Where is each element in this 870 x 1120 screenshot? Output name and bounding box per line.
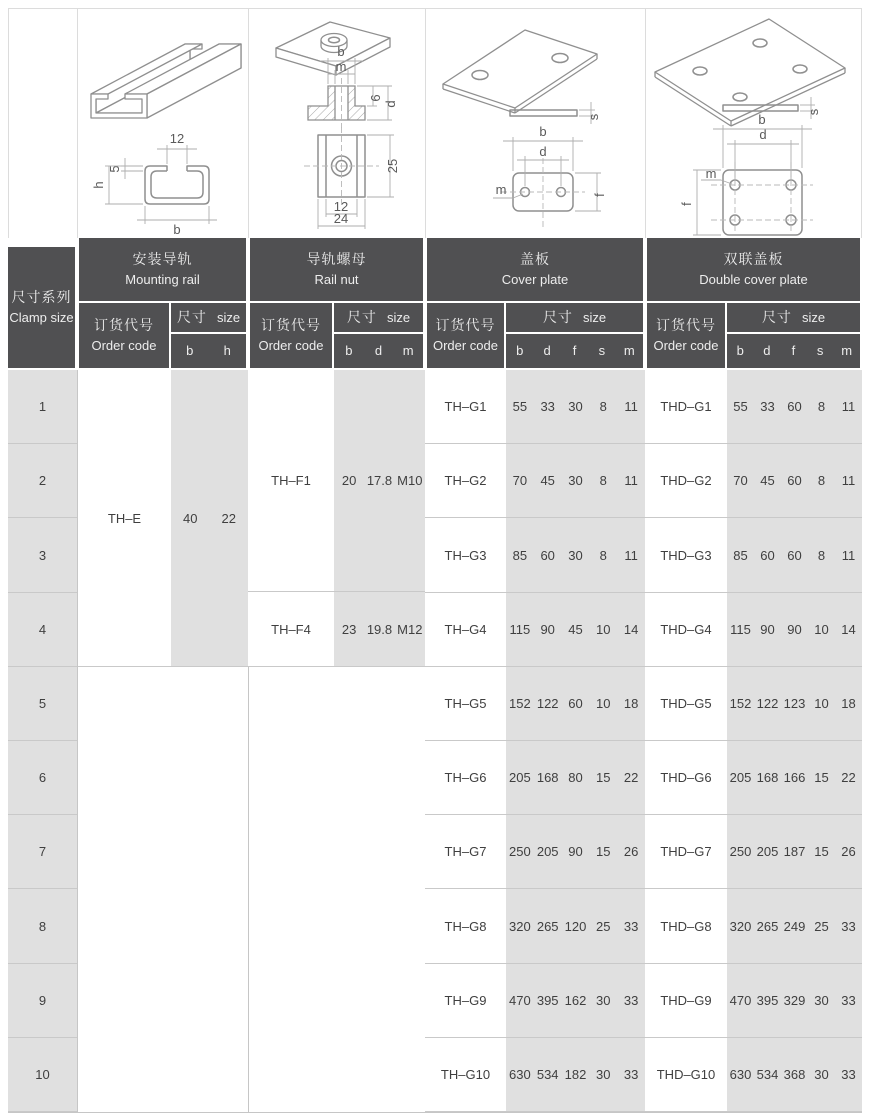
order-code-en: Order code [432, 338, 499, 354]
dcp-f: 60 [787, 473, 802, 489]
size-en: size [801, 309, 826, 325]
rail-nut-code-cell: TH–F4 [248, 592, 334, 667]
mr-b: 40 [183, 510, 198, 526]
dcp-d: 33 [760, 399, 775, 415]
dim-label: s [586, 113, 601, 121]
cp-f: 162 [564, 992, 587, 1008]
dcp-code-cell: THD–G8 [645, 889, 727, 963]
header-size [171, 303, 246, 332]
rn-m: M12 [397, 621, 423, 637]
cp-d: 122 [536, 695, 559, 711]
clamp-size-column [8, 370, 77, 1112]
dcp-code-cell: THD–G4 [645, 593, 727, 667]
col-letter: h [223, 343, 231, 359]
cp-s: 8 [599, 547, 607, 563]
clamp-size-cell: 6 [8, 741, 77, 815]
dcp-code-cell: THD–G5 [645, 667, 727, 741]
header-group-rail-nut [250, 238, 423, 301]
header-clamp-size-en: Clamp size [9, 310, 74, 326]
dim-label: f [592, 193, 607, 197]
cp-s: 25 [596, 918, 611, 934]
clamp-size-cell: 5 [8, 667, 77, 741]
header-size [506, 303, 643, 332]
cp-code-cell: TH–G9 [425, 964, 506, 1038]
dcp-b: 470 [729, 992, 752, 1008]
cp-s: 8 [599, 473, 607, 489]
cp-m: 11 [624, 399, 638, 415]
dcp-f: 249 [783, 918, 806, 934]
dcp-size-row [727, 667, 862, 741]
header-group-double-cover-plate [647, 238, 860, 301]
dcp-d: 168 [756, 770, 779, 786]
dim-label: 12 [169, 131, 185, 146]
cp-m: 33 [623, 1066, 639, 1082]
group-en: Double cover plate [699, 272, 808, 288]
header-size [334, 303, 423, 332]
mr-h: 22 [221, 510, 236, 526]
dcp-b: 85 [733, 547, 748, 563]
bottom-border [8, 1112, 862, 1113]
dcp-b: 152 [729, 695, 752, 711]
dcp-f: 166 [783, 770, 806, 786]
cp-d: 60 [540, 547, 555, 563]
cp-b: 70 [512, 473, 528, 489]
dcp-size-row [727, 518, 862, 592]
cp-size-row [506, 741, 645, 815]
cp-m: 18 [623, 695, 639, 711]
cp-size-row [506, 593, 645, 667]
dcp-d: 534 [756, 1066, 779, 1082]
dcp-s: 8 [817, 547, 826, 563]
header-order-code [647, 303, 725, 368]
dcp-d: 205 [756, 844, 779, 860]
size-en: size [386, 309, 411, 325]
col-letter: s [598, 343, 606, 359]
cp-d: 265 [536, 918, 559, 934]
cp-d: 45 [540, 473, 555, 489]
header-size-letters [334, 334, 423, 368]
mounting-rail-size-cell [171, 370, 248, 667]
dcp-d: 265 [756, 918, 779, 934]
size-zh: 尺寸 [346, 309, 377, 325]
clamp-size-cell: 9 [8, 964, 77, 1038]
clamp-size-cell: 4 [8, 593, 77, 667]
cp-f: 45 [568, 621, 583, 637]
dcp-f: 60 [787, 399, 802, 415]
dcp-code-cell: THD–G10 [645, 1038, 727, 1112]
dim-label: b [758, 112, 766, 127]
dim-label: 24 [333, 211, 349, 226]
dim-label: m [495, 182, 507, 197]
group-zh: 导轨螺母 [306, 251, 367, 268]
dcp-d: 90 [760, 621, 775, 637]
header-order-code [79, 303, 169, 368]
clamp-size-cell: 1 [8, 370, 77, 444]
header-size-letters [727, 334, 860, 368]
col-letter: b [345, 343, 353, 359]
dcp-f: 60 [787, 547, 802, 563]
group-en: Mounting rail [125, 272, 200, 288]
double-cover-size-column [727, 370, 862, 1112]
cp-b: 55 [512, 399, 528, 415]
col-letter: m [623, 343, 635, 359]
order-code-zh: 订货代号 [261, 317, 321, 334]
dcp-size-row [727, 815, 862, 889]
dcp-b: 250 [729, 844, 752, 860]
col-letter: b [186, 343, 194, 359]
col-letter: m [402, 343, 414, 359]
size-en: size [582, 309, 607, 325]
cover-plate-code-column [425, 370, 506, 1112]
dcp-code-cell: THD–G3 [645, 518, 727, 592]
dcp-s: 10 [814, 621, 829, 637]
cp-s: 30 [596, 1066, 611, 1082]
size-zh: 尺寸 [542, 309, 573, 325]
cp-f: 60 [568, 695, 583, 711]
col-letter: b [736, 343, 744, 359]
dcp-code-cell: THD–G9 [645, 964, 727, 1038]
size-en: size [216, 309, 241, 325]
header-size-letters [506, 334, 643, 368]
cp-f: 90 [568, 844, 583, 860]
header-group-cover-plate [427, 238, 643, 301]
cp-size-row [506, 518, 645, 592]
cp-size-row [506, 370, 645, 444]
dcp-size-row [727, 593, 862, 667]
header-clamp-size-zh: 尺寸系列 [11, 289, 72, 306]
header-size-letters [171, 334, 246, 368]
group-en: Rail nut [314, 272, 359, 288]
dcp-code-cell: THD–G2 [645, 444, 727, 518]
dcp-b: 630 [729, 1066, 752, 1082]
dcp-size-row [727, 964, 862, 1038]
cp-s: 15 [596, 770, 611, 786]
dcp-m: 11 [841, 399, 856, 415]
dcp-b: 205 [729, 770, 752, 786]
cp-code-cell: TH–G1 [425, 370, 506, 444]
header-order-code [427, 303, 504, 368]
rail-nut-size-cell [334, 370, 425, 592]
cp-b: 85 [512, 547, 528, 563]
rn-m: M10 [397, 473, 423, 488]
dcp-f: 368 [783, 1066, 806, 1082]
dcp-s: 15 [814, 770, 829, 786]
col-letter: d [763, 343, 771, 359]
cp-f: 30 [568, 547, 583, 563]
cp-size-row [506, 444, 645, 518]
order-code-en: Order code [258, 338, 324, 354]
mounting-rail-diagram [77, 8, 248, 238]
cp-b: 205 [509, 770, 531, 786]
dim-label: s [806, 108, 821, 116]
dcp-s: 10 [814, 695, 829, 711]
order-code-zh: 订货代号 [94, 317, 154, 334]
cp-d: 168 [536, 770, 559, 786]
cp-f: 30 [568, 473, 583, 489]
col-letter: f [572, 343, 577, 359]
dim-label: b [173, 222, 181, 237]
dim-label: 6 [368, 94, 383, 102]
col-letter: d [543, 343, 551, 359]
dcp-s: 15 [814, 844, 829, 860]
dcp-code-cell: THD–G7 [645, 815, 727, 889]
cp-b: 470 [509, 992, 531, 1008]
dcp-m: 11 [841, 547, 856, 563]
cp-size-row [506, 889, 645, 963]
order-code-en: Order code [653, 338, 719, 354]
cp-code-cell: TH–G6 [425, 741, 506, 815]
dcp-m: 22 [841, 770, 856, 786]
cp-d: 205 [536, 844, 559, 860]
size-zh: 尺寸 [761, 309, 792, 325]
clamp-size-cell: 10 [8, 1038, 77, 1112]
cp-size-row [506, 667, 645, 741]
dim-label: d [539, 144, 547, 159]
cp-code-cell: TH–G10 [425, 1038, 506, 1112]
cp-code-cell: TH–G4 [425, 593, 506, 667]
dcp-m: 14 [841, 621, 856, 637]
dcp-code-cell: THD–G6 [645, 741, 727, 815]
cp-d: 90 [540, 621, 555, 637]
cp-b: 320 [509, 918, 531, 934]
cp-d: 395 [536, 992, 559, 1008]
cp-size-row [506, 964, 645, 1038]
cp-m: 11 [624, 547, 638, 563]
dcp-s: 8 [817, 473, 826, 489]
cp-size-row [506, 1038, 645, 1112]
dim-label: b [337, 44, 345, 59]
group-zh: 安装导轨 [132, 251, 193, 268]
size-zh: 尺寸 [176, 309, 207, 325]
cp-code-cell: TH–G7 [425, 815, 506, 889]
col-letter: b [516, 343, 524, 359]
dim-label: d [383, 100, 398, 108]
cp-f: 120 [564, 918, 587, 934]
divider [8, 8, 9, 238]
cp-b: 250 [509, 844, 531, 860]
dcp-s: 25 [814, 918, 829, 934]
dim-label: h [91, 181, 106, 189]
cover-plate-diagram [425, 8, 645, 238]
clamp-size-cell: 2 [8, 444, 77, 518]
cp-m: 22 [623, 770, 639, 786]
group-en: Cover plate [501, 272, 569, 288]
header-size [727, 303, 860, 332]
cp-m: 33 [623, 992, 639, 1008]
order-code-en: Order code [91, 338, 157, 354]
clamp-size-cell: 3 [8, 518, 77, 592]
rn-b: 20 [341, 473, 357, 488]
dim-label: m [335, 59, 347, 74]
dcp-d: 395 [756, 992, 779, 1008]
dcp-size-row [727, 370, 862, 444]
cp-s: 10 [596, 695, 611, 711]
dcp-m: 33 [841, 992, 856, 1008]
dcp-m: 11 [841, 473, 856, 489]
cp-f: 80 [568, 770, 583, 786]
dcp-m: 26 [841, 844, 856, 860]
dcp-f: 123 [783, 695, 806, 711]
dcp-d: 122 [756, 695, 779, 711]
dcp-b: 115 [730, 621, 751, 637]
rail-nut-diagram [248, 8, 425, 238]
dcp-m: 33 [841, 1066, 856, 1082]
dcp-s: 8 [817, 399, 826, 415]
cp-d: 534 [536, 1066, 559, 1082]
cp-d: 33 [540, 399, 555, 415]
cover-plate-size-column [506, 370, 645, 1112]
cp-m: 33 [623, 918, 639, 934]
dcp-b: 320 [729, 918, 752, 934]
col-letter: f [791, 343, 796, 359]
dcp-size-row [727, 889, 862, 963]
dcp-f: 329 [783, 992, 806, 1008]
header-clamp-size [8, 247, 75, 368]
dim-label: f [679, 202, 694, 206]
dcp-d: 60 [760, 547, 775, 563]
cp-s: 10 [596, 621, 611, 637]
dim-label: 25 [385, 158, 400, 174]
group-zh: 盖板 [520, 251, 550, 268]
clamp-size-cell: 8 [8, 889, 77, 963]
dcp-m: 33 [841, 918, 856, 934]
header-order-code [250, 303, 332, 368]
rail-nut-code-cell: TH–F1 [248, 370, 334, 592]
cp-b: 152 [509, 695, 531, 711]
cp-s: 30 [596, 992, 611, 1008]
double-cover-plate-diagram [645, 8, 862, 238]
dcp-size-row [727, 444, 862, 518]
dcp-code-cell: THD–G1 [645, 370, 727, 444]
cp-code-cell: TH–G2 [425, 444, 506, 518]
double-cover-code-column [645, 370, 727, 1112]
dcp-b: 70 [733, 473, 748, 489]
rn-d: 19.8 [366, 621, 393, 637]
dcp-s: 30 [814, 992, 829, 1008]
cp-b: 115 [509, 621, 531, 637]
rn-d: 17.8 [366, 473, 393, 488]
cp-f: 30 [568, 399, 583, 415]
cp-m: 14 [623, 621, 639, 637]
dcp-size-row [727, 1038, 862, 1112]
cp-s: 8 [599, 399, 607, 415]
clamp-size-cell: 7 [8, 815, 77, 889]
cp-code-cell: TH–G3 [425, 518, 506, 592]
dim-label: 5 [107, 165, 122, 173]
dim-label: 12 [333, 199, 349, 214]
dim-label: m [705, 166, 717, 181]
order-code-zh: 订货代号 [656, 317, 716, 334]
cp-b: 630 [509, 1066, 531, 1082]
group-zh: 双联盖板 [723, 251, 784, 268]
dim-label: d [759, 127, 767, 142]
cp-m: 11 [624, 473, 638, 489]
cp-f: 182 [564, 1066, 587, 1082]
cp-s: 15 [596, 844, 611, 860]
dcp-f: 90 [787, 621, 802, 637]
col-letter: m [841, 343, 853, 359]
col-letter: s [816, 343, 824, 359]
dcp-s: 30 [814, 1066, 829, 1082]
dcp-f: 187 [783, 844, 806, 860]
dcp-size-row [727, 741, 862, 815]
cp-code-cell: TH–G8 [425, 889, 506, 963]
rail-nut-size-cell [334, 592, 425, 667]
dim-label: b [539, 124, 547, 139]
rn-b: 23 [341, 621, 357, 637]
dcp-m: 18 [841, 695, 856, 711]
dcp-b: 55 [733, 399, 748, 415]
order-code-zh: 订货代号 [435, 317, 496, 334]
header-group-mounting-rail [79, 238, 246, 301]
col-letter: d [374, 343, 383, 359]
cp-m: 26 [623, 844, 639, 860]
cp-code-cell: TH–G5 [425, 667, 506, 741]
mounting-rail-code-cell: TH–E [78, 370, 171, 667]
dcp-d: 45 [760, 473, 775, 489]
cp-size-row [506, 815, 645, 889]
